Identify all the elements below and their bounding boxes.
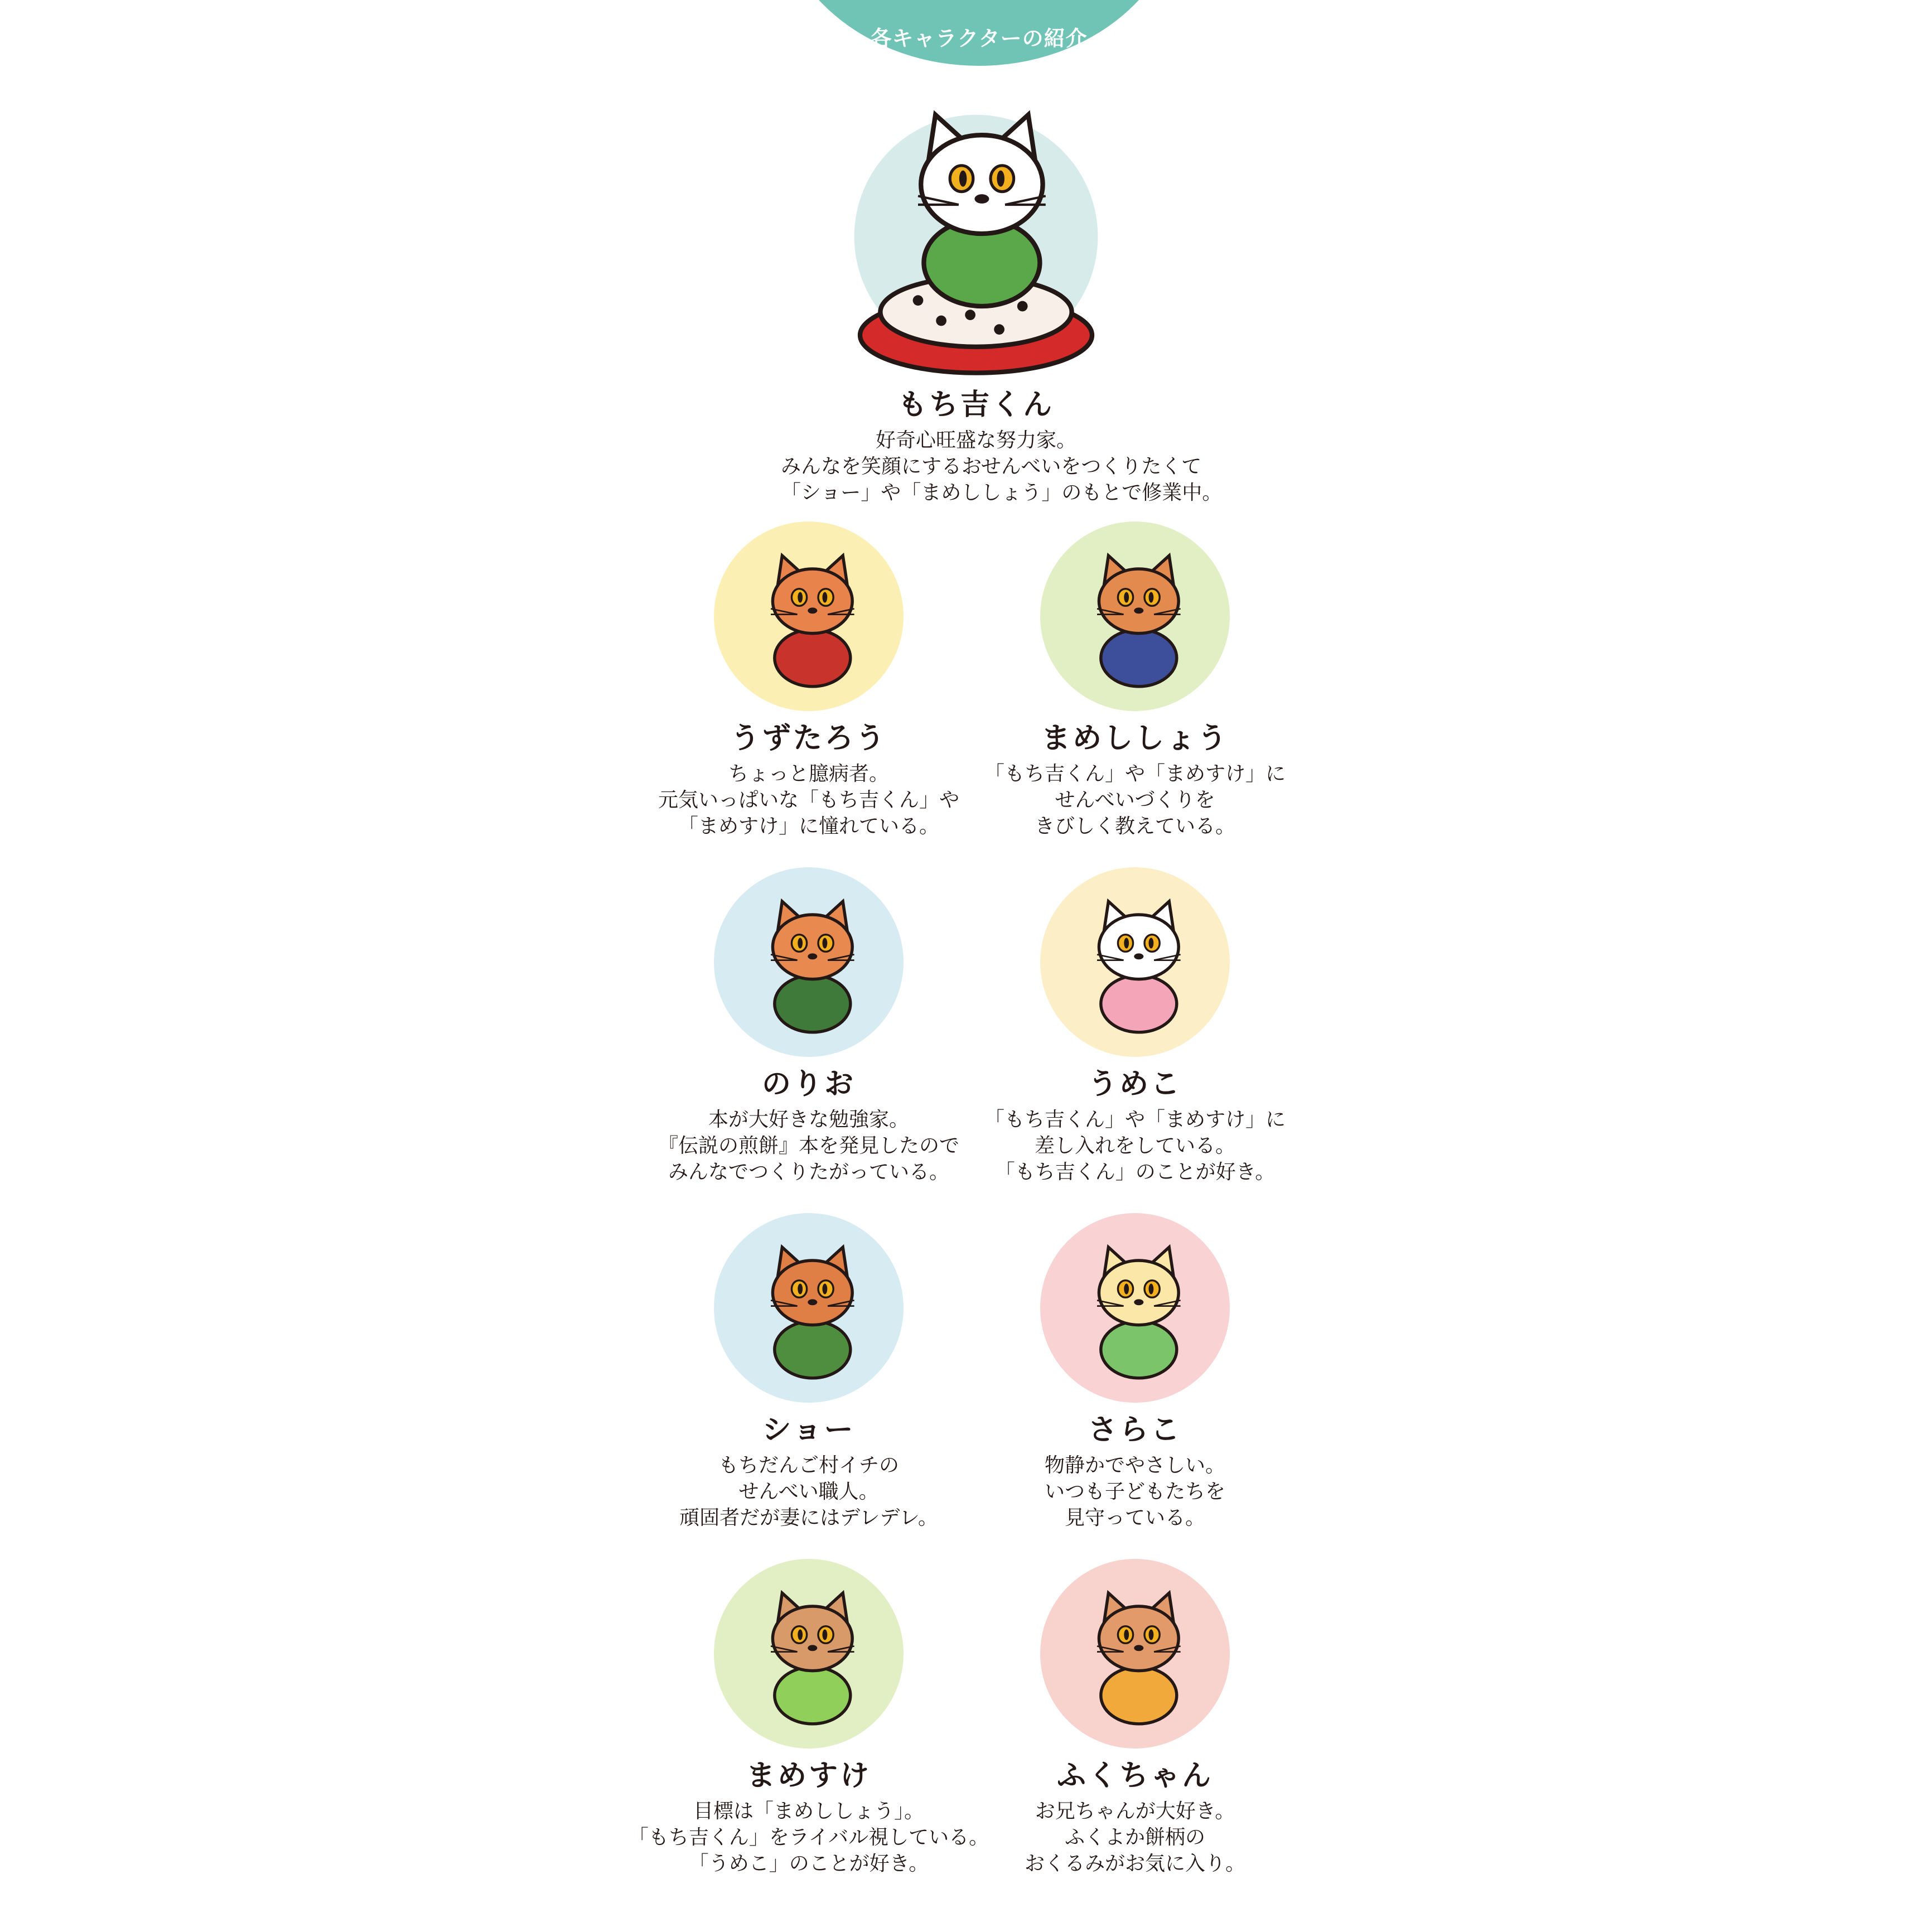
character-name: のりお <box>761 1068 856 1101</box>
cat-body <box>775 1667 851 1724</box>
cat-pupil <box>798 592 803 602</box>
mochikichi-cat-icon <box>820 103 1132 393</box>
cat-pupil <box>1148 1629 1153 1640</box>
cat-pupil <box>798 1629 803 1640</box>
fukuchan-cat-icon <box>1040 1559 1230 1749</box>
cat-nose <box>1134 1645 1143 1651</box>
bean-dot <box>994 324 1004 335</box>
sarako-cat-icon <box>1040 1213 1230 1403</box>
character-art <box>714 1559 904 1749</box>
character-name: もち吉くん <box>897 388 1054 422</box>
description-line: せんべい職人。 <box>738 1480 879 1503</box>
description-line: みんなを笑顔にするおせんべいをつくりたくて <box>781 455 1202 478</box>
cat-head <box>772 569 852 634</box>
description-line: 『伝説の煎餅』本を発見したので <box>658 1134 959 1157</box>
character-name: まめすけ <box>746 1759 871 1793</box>
description-line: 「まめすけ」に憧れている。 <box>678 815 939 838</box>
description-line: おくるみがお気に入り。 <box>1024 1852 1245 1875</box>
mamesuke-cat-icon <box>714 1559 904 1749</box>
character-card-mameshishou <box>940 521 1330 839</box>
bean-dot <box>936 316 946 326</box>
cat-pupil <box>822 592 827 602</box>
character-art <box>1040 521 1230 711</box>
description-line: 「もち吉くん」をライバル視している。 <box>628 1826 989 1849</box>
character-name: ふくちゃん <box>1056 1759 1213 1793</box>
description-line: 目標は「まめししょう」。 <box>693 1800 924 1823</box>
character-card-umeko <box>940 867 1330 1185</box>
description-line: 物静かでやさしい。 <box>1044 1454 1225 1477</box>
description-line: 「ショー」や「まめししょう」のもとで修業中。 <box>781 481 1223 504</box>
description-line: いつも子どもたちを <box>1044 1480 1225 1503</box>
cat-head <box>772 1260 852 1325</box>
cat-nose <box>1134 607 1143 614</box>
description-line: 好奇心旺盛な努力家。 <box>875 429 1076 452</box>
character-art <box>1040 867 1230 1057</box>
cat-head <box>772 1606 852 1671</box>
cat-nose <box>808 607 817 614</box>
cat-body <box>775 975 851 1032</box>
cat-pupil <box>997 171 1004 187</box>
description-line: 元気いっぱいな「もち吉くん」や <box>658 789 959 812</box>
cat-head <box>1099 569 1178 634</box>
cat-pupil <box>1124 1283 1129 1294</box>
cat-body <box>775 1321 851 1378</box>
cat-nose <box>808 953 817 959</box>
description-line: せんべいづくりを <box>1055 789 1215 812</box>
description-line: 本が大好きな勉強家。 <box>708 1108 909 1131</box>
description-line: ふくよか餅柄の <box>1064 1826 1205 1849</box>
cat-head <box>1099 1260 1178 1325</box>
cat-pupil <box>822 1629 827 1640</box>
description-line: 差し入れをしている。 <box>1034 1134 1235 1157</box>
umeko-cat-icon <box>1040 867 1230 1057</box>
character-name: うずたろう <box>730 722 887 755</box>
mameshishou-cat-icon <box>1040 521 1230 711</box>
cat-pupil <box>959 171 967 187</box>
cat-pupil <box>1148 1283 1153 1294</box>
character-art <box>714 521 904 711</box>
cat-pupil <box>1124 938 1129 948</box>
character-card-fukuchan <box>940 1559 1330 1877</box>
character-art <box>714 1213 904 1403</box>
cat-nose <box>974 194 989 204</box>
character-art <box>820 103 1132 393</box>
cat-body <box>1101 1667 1177 1724</box>
bean-dot <box>1017 301 1028 312</box>
cat-nose <box>1134 1299 1143 1305</box>
description-line: 「もち吉くん」のことが好き。 <box>994 1161 1276 1184</box>
uzutarou-cat-icon <box>714 521 904 711</box>
cat-head <box>1099 915 1178 979</box>
description-line: きびしく教えている。 <box>1034 815 1235 838</box>
description-line: 「うめこ」のことが好き。 <box>688 1852 929 1875</box>
character-art <box>1040 1213 1230 1403</box>
character-description <box>940 1452 1330 1531</box>
cat-pupil <box>822 1283 827 1294</box>
cat-pupil <box>1124 592 1129 602</box>
cat-pupil <box>798 938 803 948</box>
cat-body <box>1101 975 1177 1032</box>
bean-dot <box>965 310 975 320</box>
character-card-mochikichi <box>781 103 1223 506</box>
bean-dot <box>913 295 924 306</box>
cat-head <box>772 915 852 979</box>
description-line: ちょっと臆病者。 <box>728 762 889 785</box>
cat-head <box>921 135 1042 234</box>
description-line: 頑固者だが妻にはデレデレ。 <box>679 1506 938 1529</box>
description-line: みんなでつくりたがっている。 <box>668 1161 949 1184</box>
cat-pupil <box>1148 592 1153 602</box>
section-title: 各キャラクターの紹介 <box>870 26 1088 51</box>
cat-pupil <box>1124 1629 1129 1640</box>
character-card-sarako <box>940 1213 1330 1531</box>
cat-nose <box>808 1299 817 1305</box>
description-line: もちだんご村イチの <box>718 1454 899 1477</box>
cat-body <box>1101 1321 1177 1378</box>
character-name: まめししょう <box>1041 722 1229 755</box>
character-art <box>714 867 904 1057</box>
show-cat-icon <box>714 1213 904 1403</box>
character-art <box>1040 1559 1230 1749</box>
cat-pupil <box>822 938 827 948</box>
cat-body <box>775 630 851 687</box>
description-line: お兄ちゃんが大好き。 <box>1035 1800 1235 1823</box>
character-description <box>940 1798 1330 1877</box>
character-description <box>940 1107 1330 1185</box>
norio-cat-icon <box>714 867 904 1057</box>
cat-pupil <box>798 1283 803 1294</box>
cat-body <box>1101 630 1177 687</box>
cat-nose <box>1134 953 1143 959</box>
character-description <box>940 761 1330 839</box>
description-line: 「もち吉くん」や「まめすけ」に <box>984 1108 1286 1131</box>
character-name: ショー <box>762 1413 856 1447</box>
description-line: 「もち吉くん」や「まめすけ」に <box>984 762 1286 785</box>
character-name: さらこ <box>1088 1413 1182 1447</box>
character-description <box>781 427 1223 506</box>
character-name: うめこ <box>1088 1068 1182 1101</box>
cat-head <box>1099 1606 1178 1671</box>
cat-nose <box>808 1645 817 1651</box>
cat-pupil <box>1148 938 1153 948</box>
description-line: 見守っている。 <box>1064 1506 1205 1529</box>
